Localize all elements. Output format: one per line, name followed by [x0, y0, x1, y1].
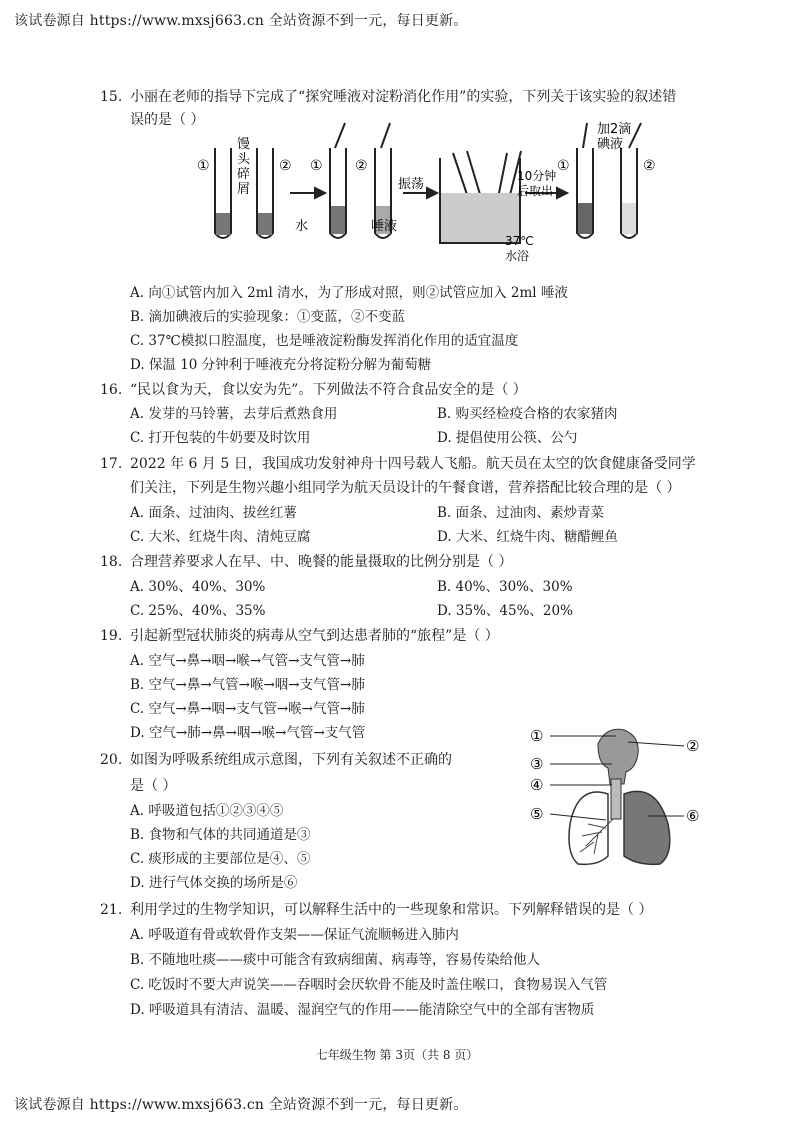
question-number: 16. [100, 382, 123, 398]
tube-2-label-b: ② [355, 158, 368, 174]
q16-option-b: B. 购买经检疫合格的农家猪肉 [437, 406, 618, 422]
respiratory-system-figure [528, 724, 708, 874]
question-20-stem-cont: 是（ ） [130, 778, 177, 794]
resp-label-2: ② [686, 737, 700, 755]
question-stem: 如图为呼吸系统组成示意图，下列有关叙述不正确的 [130, 752, 452, 768]
q18-option-d: D. 35%、45%、20% [437, 603, 573, 619]
q21-option-d: D. 呼吸道具有清洁、温暖、湿润空气的作用——能清除空气中的全部有害物质 [130, 1002, 595, 1018]
water-label: 水 [295, 219, 309, 234]
question-15-stem-cont: 误的是（ ） [130, 112, 205, 128]
question-number: 20. [100, 752, 123, 768]
q20-option-b: B. 食物和气体的共同通道是③ [130, 827, 311, 843]
page-footer: 七年级生物 第 3页（共 8 页） [315, 1048, 479, 1062]
question-stem: 引起新型冠状肺炎的病毒从空气到达患者肺的“旅程”是（ ） [130, 628, 499, 644]
q15-option-c: C. 37℃模拟口腔温度，也是唾液淀粉酶发挥消化作用的适宜温度 [130, 333, 519, 349]
question-19 [100, 626, 740, 646]
q16-option-a: A. 发芽的马铃薯，去芽后煮熟食用 [130, 406, 338, 422]
q17-option-c: C. 大米、红烧牛肉、清炖豆腐 [130, 529, 311, 545]
ten-min-label-1: 10分钟 [517, 169, 557, 183]
q20-option-a: A. 呼吸道包括①②③④⑤ [130, 803, 284, 819]
question-15 [100, 87, 740, 107]
q15-option-b: B. 滴加碘液后的实验现象：①变蓝，②不变蓝 [130, 309, 406, 325]
question-stem: 小丽在老师的指导下完成了“探究唾液对淀粉消化作用”的实验，下列关于该实验的叙述错 [130, 89, 677, 105]
q19-option-d: D. 空气→肺→鼻→咽→喉→气管→支气管 [130, 725, 366, 741]
question-18 [100, 552, 740, 572]
q18-option-b: B. 40%、30%、30% [437, 579, 573, 595]
question-number: 19. [100, 628, 123, 644]
experiment-figure [195, 118, 665, 278]
question-number: 17. [100, 456, 123, 472]
q19-option-c: C. 空气→鼻→咽→支气管→喉→气管→肺 [130, 701, 365, 717]
question-21 [100, 900, 760, 920]
bath-label-2: 水浴 [505, 249, 530, 263]
mantou-label-1: 馒 [237, 137, 251, 152]
shake-label: 振荡 [398, 177, 425, 192]
q17-option-a: A. 面条、过油肉、拔丝红薯 [130, 505, 297, 521]
tube-1-label-c: ① [557, 158, 570, 174]
q18-option-a: A. 30%、40%、30% [130, 579, 266, 595]
tube-1-label: ① [197, 158, 210, 174]
question-number: 21. [100, 902, 123, 918]
source-header: 该试卷源自 https://www.mxsj663.cn 全站资源不到一元，每日更新。 [14, 13, 468, 29]
question-20 [100, 750, 500, 770]
question-17-stem-cont: 们关注，下列是生物兴趣小组同学为航天员设计的午餐食谱，营养搭配比较合理的是（ ） [130, 480, 681, 496]
resp-label-6: ⑥ [686, 807, 700, 825]
bath-label-1: 37℃ [505, 234, 534, 248]
resp-label-3: ③ [530, 755, 544, 773]
question-number: 18. [100, 554, 123, 570]
question-stem: 利用学过的生物学知识，可以解释生活中的一些现象和常识。下列解释错误的是（ ） [130, 902, 653, 918]
tube-2-label-c: ② [643, 158, 656, 174]
iodine-label-2: 碘液 [597, 137, 624, 152]
q16-option-c: C. 打开包装的牛奶要及时饮用 [130, 430, 311, 446]
q20-option-c: C. 痰形成的主要部位是④、⑤ [130, 851, 311, 867]
iodine-label-1: 加2滴 [597, 122, 632, 137]
question-stem: “民以食为天，食以安为先”。下列做法不符合食品安全的是（ ） [130, 382, 527, 398]
tube-1-label-b: ① [310, 158, 323, 174]
mantou-label-4: 屑 [237, 182, 251, 197]
tube-2-label: ② [279, 158, 292, 174]
question-stem: 合理营养要求人在早、中、晚餐的能量摄取的比例分别是（ ） [130, 554, 513, 570]
q15-option-d: D. 保温 10 分钟利于唾液充分将淀粉分解为葡萄糖 [130, 357, 432, 373]
mantou-label-2: 头 [237, 152, 251, 167]
mantou-label-3: 碎 [237, 167, 251, 182]
question-stem: 2022 年 6 月 5 日，我国成功发射神舟十四号载人飞船。航天员在太空的饮食健康备受同学 [130, 456, 696, 472]
question-number: 15. [100, 89, 123, 105]
q19-option-a: A. 空气→鼻→咽→喉→气管→支气管→肺 [130, 653, 365, 669]
q21-option-c: C. 吃饭时不要大声说笑——吞咽时会厌软骨不能及时盖住喉口，食物易误入气管 [130, 977, 608, 993]
q21-option-a: A. 呼吸道有骨或软骨作支架——保证气流顺畅进入肺内 [130, 927, 459, 943]
q21-option-b: B. 不随地吐痰——痰中可能含有致病细菌、病毒等，容易传染给他人 [130, 952, 541, 968]
question-17 [100, 454, 760, 474]
resp-label-4: ④ [530, 776, 544, 794]
q16-option-d: D. 提倡使用公筷、公勺 [437, 430, 578, 446]
saliva-label: 唾液 [371, 219, 398, 234]
q18-option-c: C. 25%、40%、35% [130, 603, 266, 619]
q17-option-d: D. 大米、红烧牛肉、糖醋鲤鱼 [437, 529, 618, 545]
resp-label-5: ⑤ [530, 805, 544, 823]
ten-min-label-2: 后取出 [517, 184, 554, 198]
q17-option-b: B. 面条、过油肉、素炒青菜 [437, 505, 605, 521]
q19-option-b: B. 空气→鼻→气管→喉→咽→支气管→肺 [130, 677, 365, 693]
resp-label-1: ① [530, 727, 544, 745]
source-footer: 该试卷源自 https://www.mxsj663.cn 全站资源不到一元，每日更新。 [14, 1097, 468, 1113]
question-16 [100, 380, 740, 400]
q15-option-a: A. 向①试管内加入 2ml 清水，为了形成对照，则②试管应加入 2ml 唾液 [130, 285, 568, 301]
q20-option-d: D. 进行气体交换的场所是⑥ [130, 875, 298, 891]
